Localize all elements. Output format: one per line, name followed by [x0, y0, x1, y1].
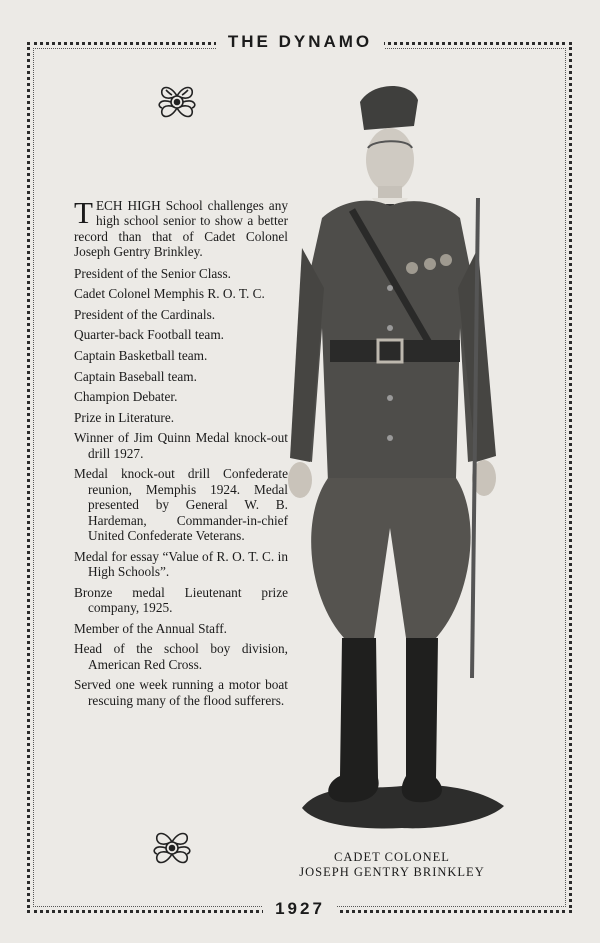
list-item: Cadet Colonel Memphis R. O. T. C.	[74, 286, 265, 302]
page-footer	[0, 899, 600, 919]
caption-line: CADET COLONEL	[334, 850, 450, 864]
achievements-column	[74, 195, 288, 713]
intro-paragraph	[74, 195, 288, 260]
cadet-portrait	[282, 78, 522, 838]
list-item: Medal for essay “Value of R. O. T. C. in High Schools”.	[74, 548, 288, 579]
list-item: Captain Baseball team.	[74, 368, 197, 384]
header-title: THE DYNAMO	[216, 32, 384, 51]
intro-text: ECH HIGH School challenges any high school senior to show a better record than that of Cadet Colonel Joseph Gentry Brinkley.	[74, 198, 288, 260]
page-header	[0, 32, 600, 52]
drop-cap: T	[74, 195, 93, 230]
caption-line: JOSEPH GENTRY BRINKLEY	[299, 865, 485, 879]
footer-year: 1927	[263, 899, 337, 918]
list-item: Medal knock-out drill Confederate reunion, Memphis 1924. Medal presented by General W. B. Hardeman, Commander-in-chief United Confederate Veterans.	[74, 466, 288, 543]
list-item: President of the Senior Class.	[74, 265, 231, 281]
list-item: Prize in Literature.	[74, 409, 175, 425]
photo-caption	[262, 850, 522, 880]
list-item: Winner of Jim Quinn Medal knock-out drill 1927.	[74, 430, 288, 461]
list-item: Quarter-back Football team.	[74, 327, 225, 343]
floral-ornament-icon	[152, 76, 202, 128]
list-item: Served one week running a motor boat rescuing many of the flood sufferers.	[74, 677, 288, 708]
list-item: President of the Cardinals.	[74, 306, 216, 322]
floral-ornament-icon	[147, 822, 197, 874]
list-item: Bronze medal Lieutenant prize company, 1925.	[74, 584, 288, 615]
list-item: Captain Basketball team.	[74, 348, 208, 363]
list-item: Member of the Annual Staff.	[74, 620, 228, 636]
list-item: Head of the school boy division, American Red Cross.	[74, 641, 288, 672]
list-item: Champion Debater.	[74, 389, 178, 405]
